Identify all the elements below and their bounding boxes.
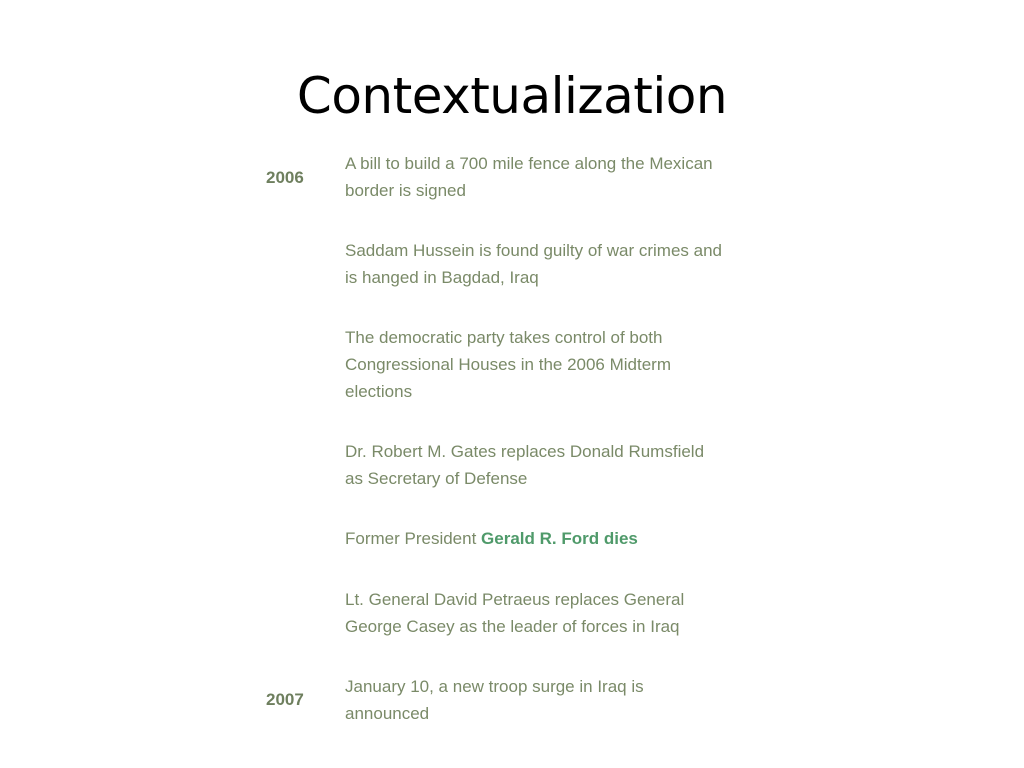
timeline-event: The democratic party takes control of both Congressional Houses in the 2006 Midterm elections [345, 328, 672, 401]
timeline-event: Lt. General David Petraeus replaces General George Casey as the leader of forces in Iraq [345, 590, 685, 636]
event-highlight-link[interactable]: Gerald R. Ford dies [481, 529, 638, 548]
timeline-event: Dr. Robert M. Gates replaces Donald Rumsfield as Secretary of Defense [345, 442, 705, 488]
timeline-event: A bill to build a 700 mile fence along the Mexican border is signed [345, 154, 713, 200]
timeline-event: Saddam Hussein is found guilty of war crimes and is hanged in Bagdad, Iraq [345, 241, 723, 287]
year-label-2007: 2007 [266, 690, 304, 709]
event-prefix: Former President [345, 529, 482, 548]
year-label-2006: 2006 [266, 168, 304, 187]
slide-title: Contextualization [296, 67, 728, 125]
timeline-event [345, 525, 725, 552]
timeline-event: January 10, a new troop surge in Iraq is announced [345, 677, 644, 723]
